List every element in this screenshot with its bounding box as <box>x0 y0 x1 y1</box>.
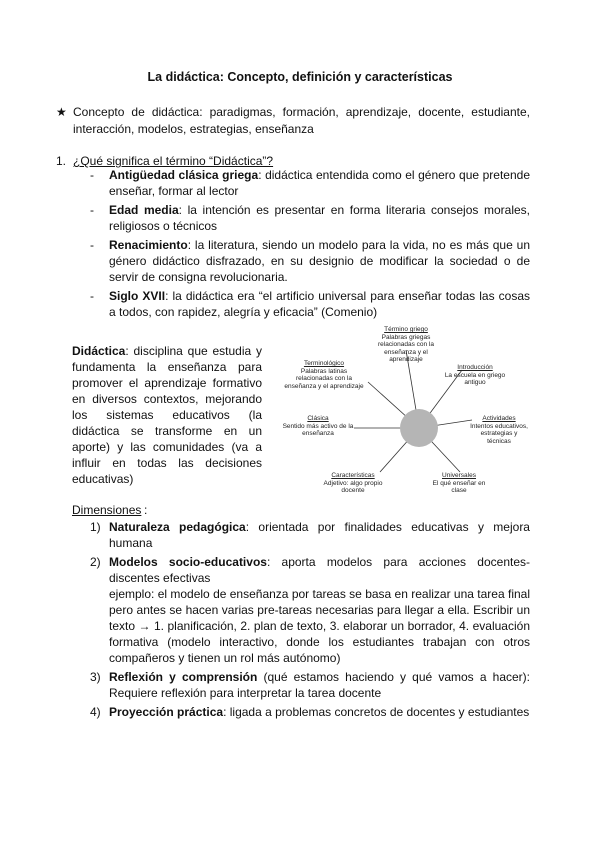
list-item <box>90 237 530 285</box>
diagram-label-top-right <box>444 364 506 387</box>
diagram-label-body: Intentos educativos, estrategias y técnicas <box>470 422 528 445</box>
page-title: La didáctica: Concepto, definición y características <box>147 70 453 84</box>
didactica-term: Didáctica <box>72 344 126 358</box>
dash-marker: - <box>90 238 94 252</box>
history-text: : la literatura, siendo un modelo para la vida, no es más que un género didáctico disfrazado, en su designio de modificar la sociedad o de servir de consigna revolucionaria. <box>109 238 530 284</box>
diagram-label-top-left <box>284 360 364 390</box>
history-term: Edad media <box>109 203 179 217</box>
dimensions-title: Dimensiones <box>72 503 142 517</box>
diagram-label-heading: Características <box>331 472 375 479</box>
history-term: Siglo XVII <box>109 289 166 303</box>
item-number: 2) <box>90 555 101 569</box>
question-number: 1. <box>56 154 67 168</box>
history-term: Antigüedad clásica griega <box>109 168 259 182</box>
dimensions-colon: : <box>144 503 148 517</box>
concept-text: Concepto de didáctica: paradigmas, formación, aprendizaje, docente, estudiante, interacción, modelos, estrategias, enseñanza <box>73 105 530 136</box>
dimension-text: (qué estamos haciendo y qué vamos a hacer): Requiere reflexión para interpretar la tarea docente <box>109 670 531 700</box>
dimension-text: : aporta modelos para acciones docentes-discentes efectivas <box>109 555 531 585</box>
diagram-label-bottom-right <box>430 472 488 495</box>
diagram-label-left <box>282 415 354 438</box>
list-item <box>90 704 530 720</box>
diagram-label-heading: Universales <box>442 472 476 479</box>
history-term: Renacimiento <box>109 238 188 252</box>
dimension-text: : orientada por finalidades educativas y mejora humana <box>109 520 530 550</box>
item-number: 1) <box>90 520 101 534</box>
diagram-label-top <box>370 326 442 364</box>
list-item <box>90 288 530 320</box>
dimension-term: Reflexión y comprensión <box>109 670 258 684</box>
concept-diagram <box>282 322 530 500</box>
history-text: : la intención es presentar en forma literaria consejos morales, religiosos o técnicos <box>109 203 530 233</box>
didactica-definition <box>72 343 262 487</box>
diagram-label-body: La escuela en griego antiguo <box>444 371 506 386</box>
dimension-term: Proyección práctica <box>109 705 224 719</box>
didactica-text: : disciplina que estudia y fundamenta la enseñanza para promover el aprendizaje formativo en diversos contextos, mejorando los sistemas educativos (la didáctica se transforme en un aporte) y las comunidades (va a influir en todas las decisiones educativas) <box>72 344 262 486</box>
dimension-example: ejemplo: el modelo de enseñanza por tareas se basa en realizar una tarea final pero antes se hacen varias pre-tareas necesarias para llegar a ella. Escribir un texto → 1. planificación, 2. plan de texto, 3. elaborar un borrador, 4. evaluación formativa (modelo interactivo, donde los estudiantes trabajan con otros compañeros y tienen un rol más autónomo) <box>109 587 530 665</box>
list-item <box>90 519 530 551</box>
item-number: 4) <box>90 705 101 719</box>
diagram-label-heading: Actividades <box>482 415 516 422</box>
list-item <box>90 167 530 199</box>
diagram-label-bottom-left <box>318 472 388 495</box>
list-item <box>90 669 530 701</box>
dash-marker: - <box>90 289 94 303</box>
concept-bullet-item <box>56 104 530 138</box>
dimensions-list <box>90 519 530 723</box>
diagram-label-body: Palabras latinas relacionadas con la enseñanza y el aprendizaje <box>284 367 364 390</box>
list-item <box>90 554 530 666</box>
dimension-text: : ligada a problemas concretos de docentes y estudiantes <box>223 705 530 719</box>
history-text: : la didáctica era “el artificio universal para enseñar todas las cosas a todos, con rapidez, alegría y eficacia” (Comenio) <box>109 289 530 319</box>
diagram-label-body: Sentido más activo de la enseñanza <box>282 422 354 437</box>
history-text: : didáctica entendida como el género que pretende enseñar, formar al lector <box>109 168 530 198</box>
diagram-label-heading: Término griego <box>384 326 428 333</box>
star-icon: ★ <box>56 105 67 119</box>
diagram-hub-circle <box>400 409 438 447</box>
diagram-label-body: El qué enseñar en clase <box>432 479 486 494</box>
dash-marker: - <box>90 203 94 217</box>
diagram-label-heading: Terminológico <box>303 360 345 367</box>
diagram-label-heading: Clásica <box>307 415 329 422</box>
history-list <box>90 167 530 323</box>
dash-marker: - <box>90 168 94 182</box>
diagram-label-body: Adjetivo: algo propio docente <box>323 479 383 494</box>
dimension-term: Naturaleza pedagógica <box>109 520 246 534</box>
list-item <box>90 202 530 234</box>
diagram-label-heading: Introducción <box>457 364 493 371</box>
question-text: ¿Qué significa el término “Didáctica”? <box>73 154 274 168</box>
diagram-label-body: Palabras griegas relacionadas con la enseñanza y el aprendizaje <box>377 333 434 363</box>
diagram-label-right <box>468 415 530 445</box>
dimension-term: Modelos socio-educativos <box>109 555 267 569</box>
item-number: 3) <box>90 670 101 684</box>
